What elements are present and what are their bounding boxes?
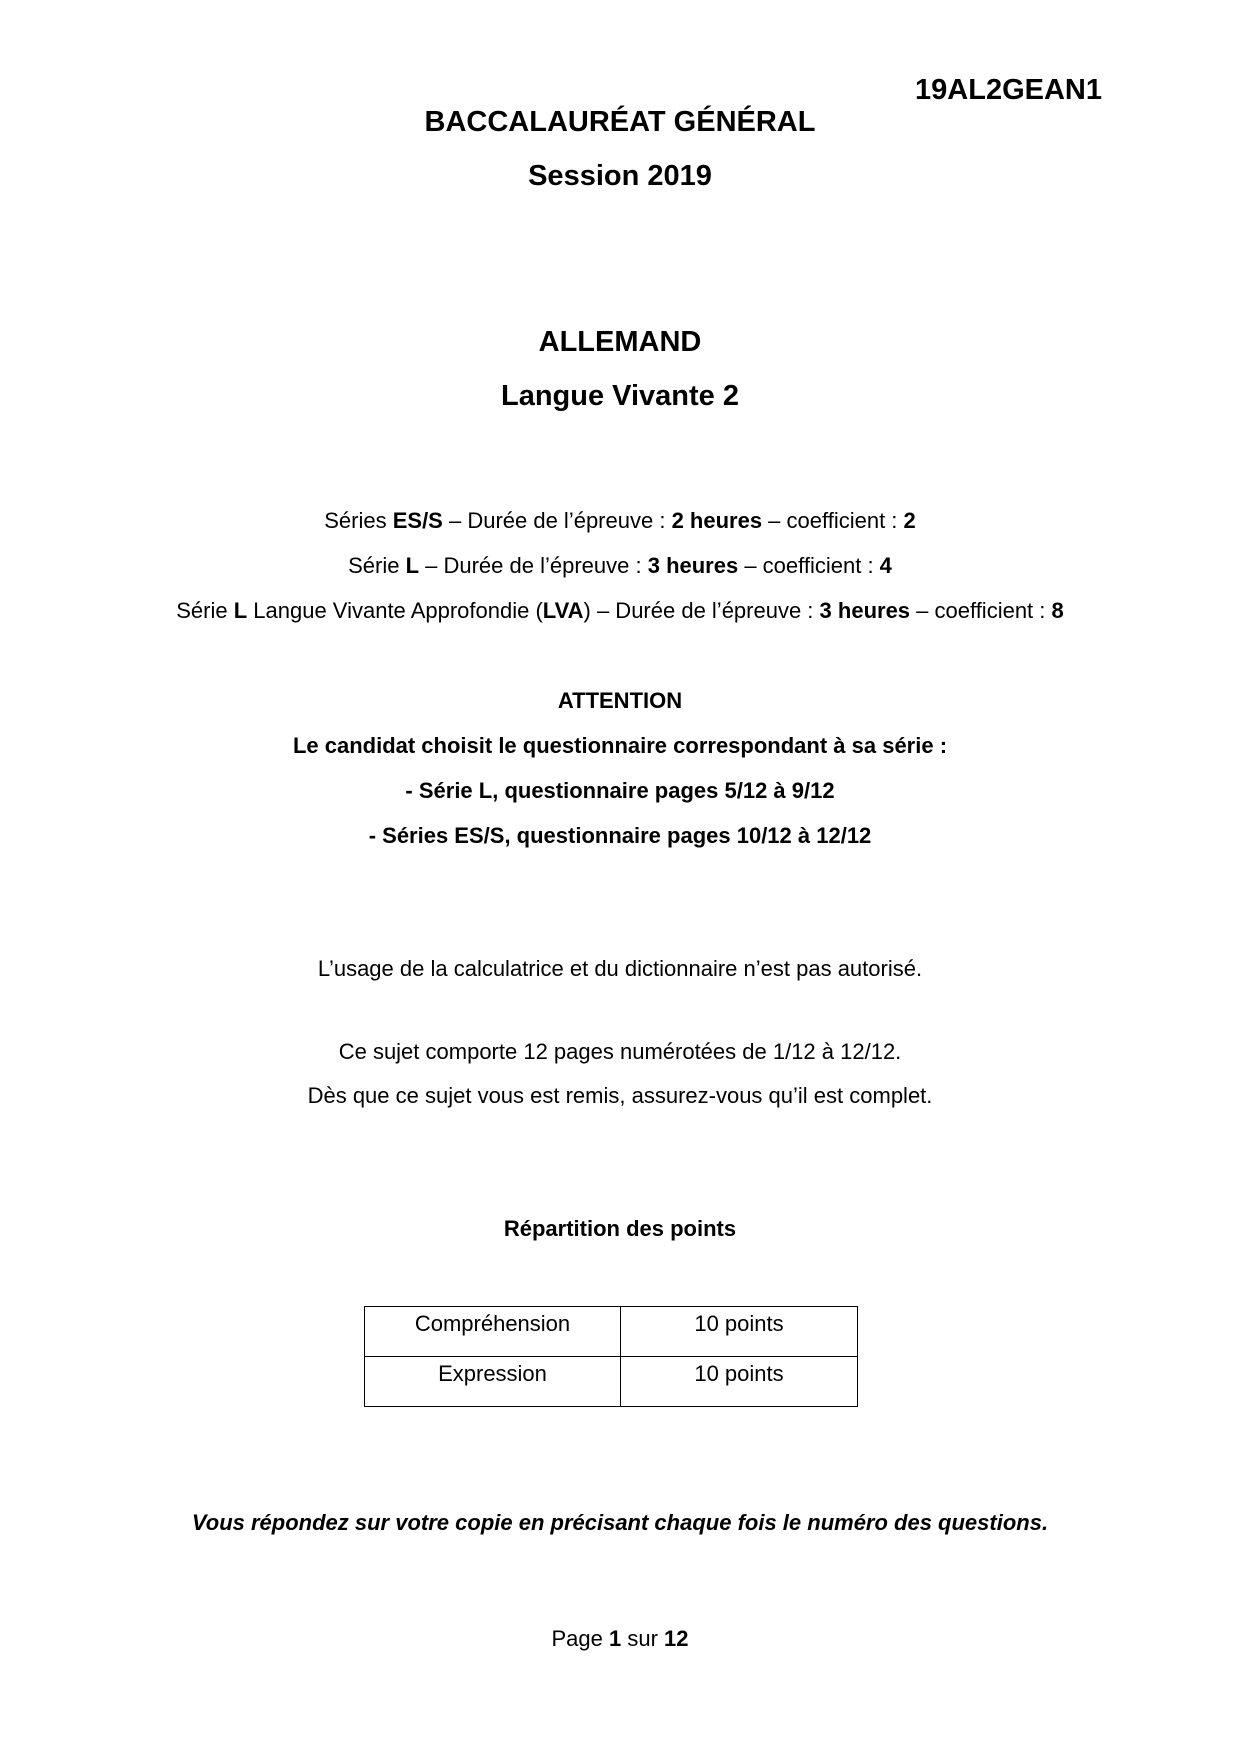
table-cell-value: 10 points [621,1307,858,1357]
series-name: ES/S [392,508,443,533]
series-duration: 2 heures [671,508,763,533]
series-name: L [233,598,248,623]
series-duration-label: ) – Durée de l’épreuve : [583,598,820,623]
series-duration-label: – Durée de l’épreuve : [442,508,672,533]
series-duration: 3 heures [647,553,739,578]
attention-title: ATTENTION [557,688,683,713]
footer-separator: sur [621,1626,665,1651]
calculator-note: L’usage de la calculatrice et du dictionnaire n’est pas autorisé. [317,956,923,981]
series-lva-label: Langue Vivante Approfondie ( [247,598,543,623]
points-heading: Répartition des points [503,1216,737,1241]
table-cell-part: Compréhension [365,1307,621,1357]
series-coefficient: 8 [1051,598,1064,623]
series-name: L [405,553,420,578]
exam-title: BACCALAURÉAT GÉNÉRAL [424,106,816,138]
table-row [365,1357,858,1407]
session-title: Session 2019 [528,160,712,192]
attention-item: - Série L, questionnaire pages 5/12 à 9/12 [405,778,835,803]
page-count-note: Ce sujet comporte 12 pages numérotées de 1/12 à 12/12. [338,1039,902,1064]
series-coefficient-label: – coefficient : [738,553,880,578]
series-line-l-lva [0,598,1240,624]
series-prefix: Séries [324,508,393,533]
completeness-note: Dès que ce sujet vous est remis, assurez-vous qu’il est complet. [307,1083,933,1108]
footer-page-number: 1 [608,1626,622,1651]
table-row [365,1307,858,1357]
answer-instruction: Vous répondez sur votre copie en précisant chaque fois le numéro des questions. [191,1510,1049,1535]
footer-page-total: 12 [664,1626,689,1651]
series-duration-label: – Durée de l’épreuve : [419,553,648,578]
page-footer [0,1626,1240,1652]
series-coefficient-label: – coefficient : [762,508,904,533]
footer-page-label: Page [551,1626,609,1651]
subject-title: ALLEMAND [538,326,702,358]
series-coefficient: 4 [879,553,892,578]
series-lva-abbrev: LVA [542,598,584,623]
series-duration: 3 heures [819,598,911,623]
attention-intro: Le candidat choisit le questionnaire correspondant à sa série : [292,733,948,758]
series-coefficient-label: – coefficient : [910,598,1052,623]
attention-item: - Séries ES/S, questionnaire pages 10/12 à 12/12 [368,823,872,848]
subject-code: 19AL2GEAN1 [915,74,1102,106]
series-line-es-s [0,508,1240,534]
table-cell-part: Expression [365,1357,621,1407]
series-prefix: Série [348,553,406,578]
series-coefficient: 2 [903,508,916,533]
series-prefix: Série [176,598,234,623]
points-table [364,1306,858,1407]
series-line-l [0,553,1240,579]
language-level: Langue Vivante 2 [501,380,739,412]
table-cell-value: 10 points [621,1357,858,1407]
